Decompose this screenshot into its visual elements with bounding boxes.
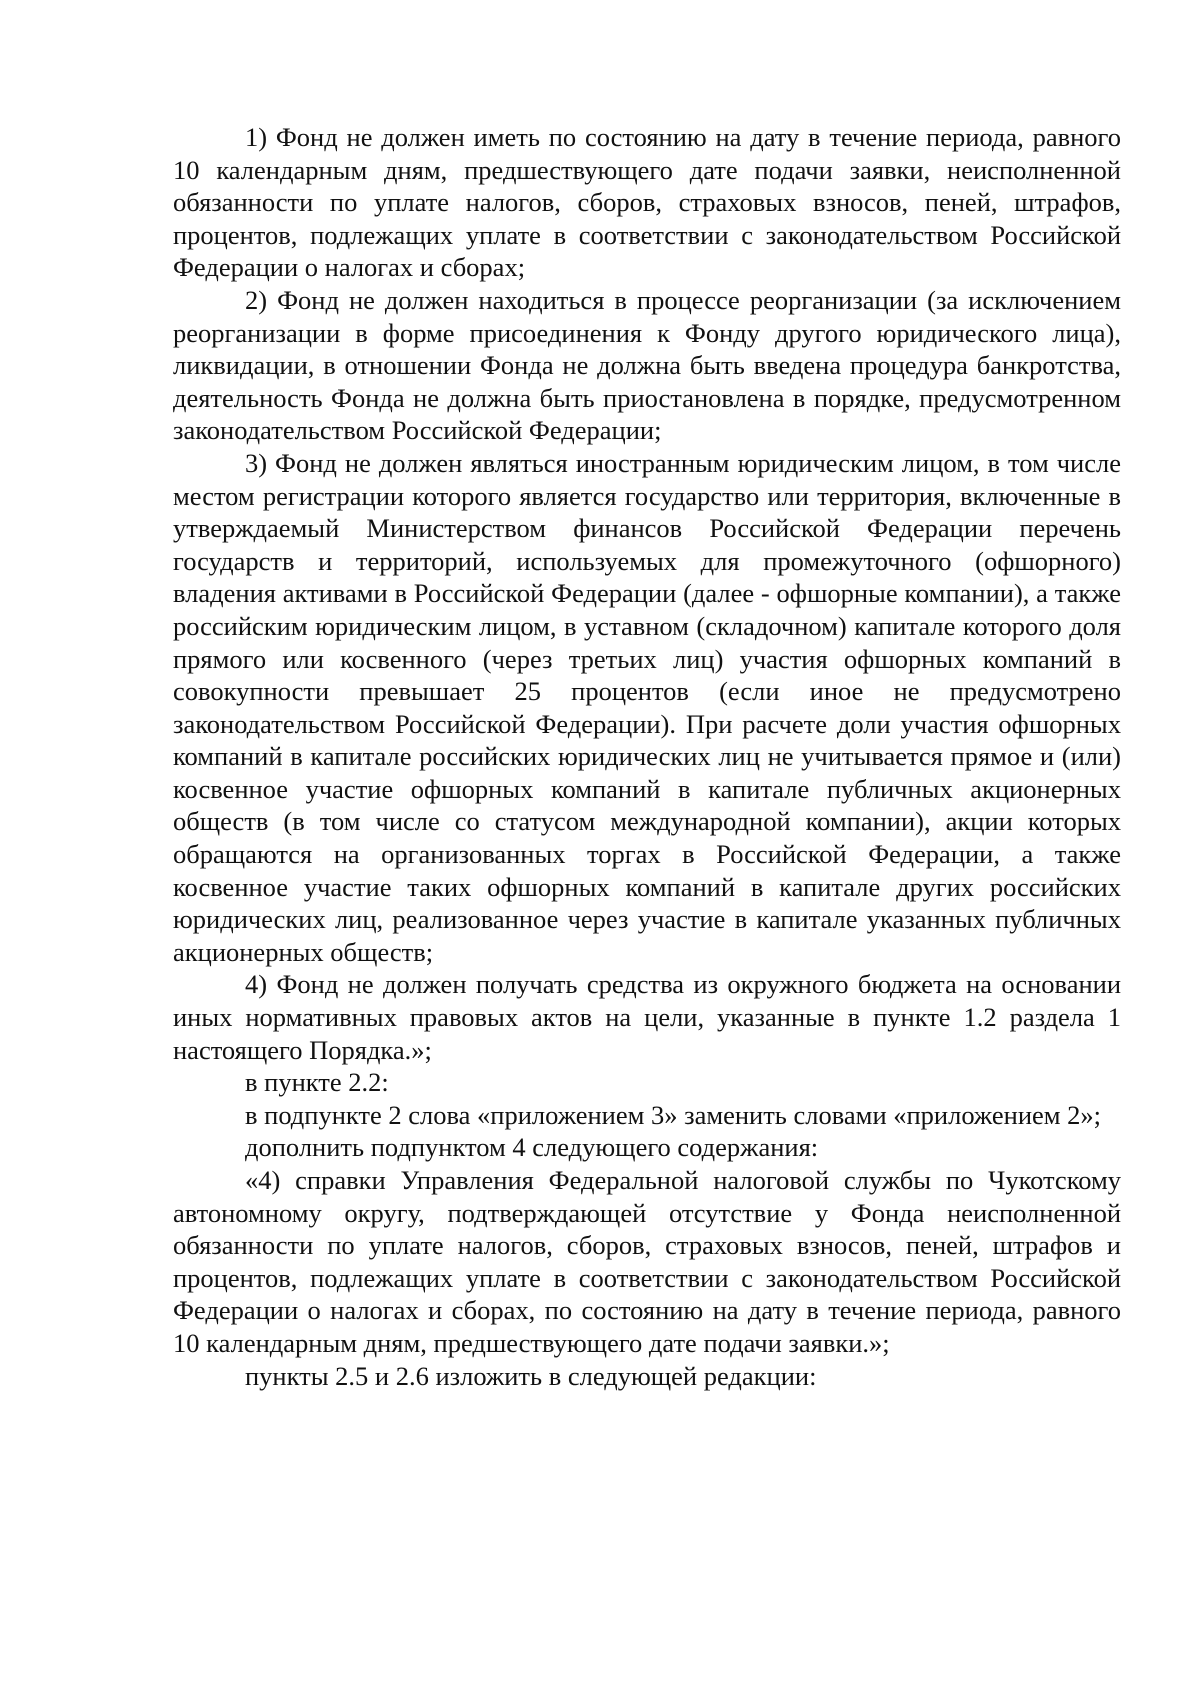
paragraph-subpoint-4-text: «4) справки Управления Федеральной налоговой службы по Чукотскому автономному округу, подтверждающей отсутствие у Фонда неисполненной обязанности по уплате налогов, сборов, страховых взносов, пеней, штрафов и процентов, подлежащих уплате в соответствии с законодательством Российской Федерации о налогах и сборах, по состоянию на дату в течение периода, равного 10 календарным дням, предшествующего дате подачи заявки.»; [173,1165,1121,1358]
paragraph-subpoint-2-change: в подпункте 2 слова «приложением 3» заменить словами «приложением 2»; [245,1099,1102,1130]
document-body [173,121,1121,1392]
paragraph-item-4: 4) Фонд не должен получать средства из окружного бюджета на основании иных нормативных правовых актов на цели, указанные в пункте 1.2 раздела 1 настоящего Порядка.»; [173,969,1121,1065]
paragraph-points-2-5-2-6: пункты 2.5 и 2.6 изложить в следующей редакции: [245,1360,817,1391]
paragraph-add-subpoint-4: дополнить подпунктом 4 следующего содержания: [245,1132,819,1163]
paragraph-item-2: 2) Фонд не должен находиться в процессе реорганизации (за исключением реорганизации в форме присоединения к Фонду другого юридического лица), ликвидации, в отношении Фонда не должна быть введена процедура банкротства, деятельность Фонда не должна быть приостановлена в порядке, предусмотренном законодательством Российской Федерации; [173,284,1121,446]
paragraph-point-2-2: в пункте 2.2: [245,1067,389,1098]
paragraph-item-3: 3) Фонд не должен являться иностранным юридическим лицом, в том числе местом регистрации которого является государство или территория, включенные в утверждаемый Министерством финансов Российской Федерации перечень государств и территорий, используемых для промежуточного (офшорного) владения активами в Российской Федерации (далее - офшорные компании), а также российским юридическим лицом, в уставном (складочном) капитале которого доля прямого или косвенного (через третьих лиц) участия офшорных компаний в совокупности превышает 25 процентов (если иное не предусмотрено законодательством Российской Федерации). При расчете доли участия офшорных компаний в капитале российских юридических лиц не учитывается прямое и (или) косвенное участие офшорных компаний в капитале публичных акционерных обществ (в том числе со статусом международной компании), акции которых обращаются на организованных торгах в Российской Федерации, а также косвенное участие таких офшорных компаний в капитале других российских юридических лиц, реализованное через участие в капитале указанных публичных акционерных обществ; [173,447,1121,967]
paragraph-item-1: 1) Фонд не должен иметь по состоянию на дату в течение периода, равного 10 календарным дням, предшествующего дате подачи заявки, неисполненной обязанности по уплате налогов, сборов, страховых взносов, пеней, штрафов, процентов, подлежащих уплате в соответствии с законодательством Российской Федерации о налогах и сборах; [173,122,1121,283]
